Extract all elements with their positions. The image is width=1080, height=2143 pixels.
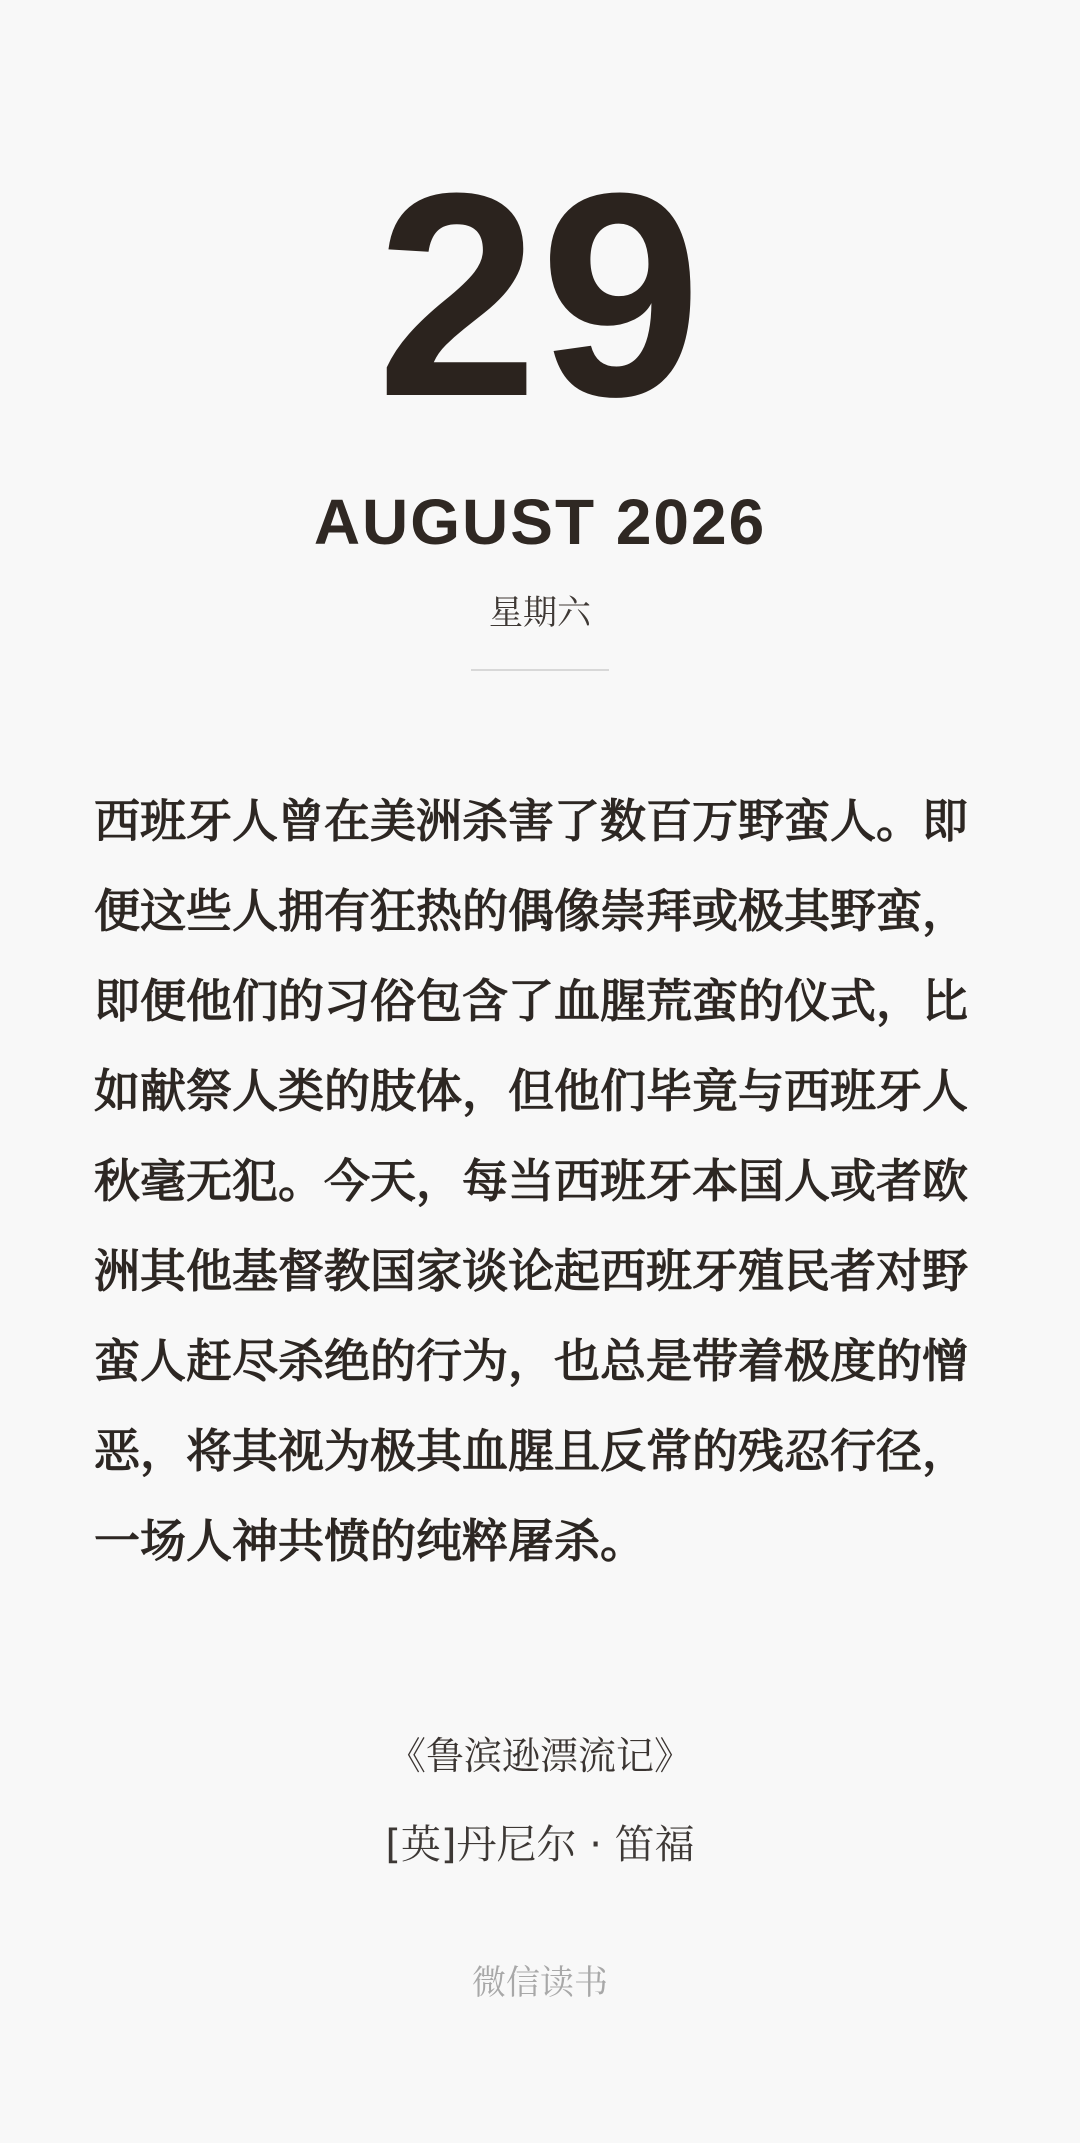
section-divider [471, 669, 609, 671]
book-author: [英]丹尼尔 · 笛福 [385, 1822, 695, 1868]
quote-text: 西班牙人曾在美洲杀害了数百万野蛮人。即便这些人拥有狂热的偶像崇拜或极其野蛮，即便他们的习俗包含了血腥荒蛮的仪式，比如献祭人类的肢体，但他们毕竟与西班牙人秋毫无犯。今天，每当西班牙本国人或者欧洲其他基督教国家谈论起西班牙殖民者对野蛮人赶尽杀绝的行为，也总是带着极度的憎恶，将其视为极其血腥且反常的残忍行径，一场人神共愤的纯粹屠杀。 [94, 794, 968, 1568]
date-block [0, 133, 1080, 633]
date-month-year: AUGUST 2026 [313, 486, 767, 558]
date-day: 29 [376, 133, 704, 457]
date-weekday: 星期六 [489, 593, 591, 633]
book-title: 《鲁滨逊漂流记》 [387, 1734, 692, 1778]
quote-source [0, 1734, 1080, 1868]
app-brand: 微信读书 [472, 1963, 608, 2003]
